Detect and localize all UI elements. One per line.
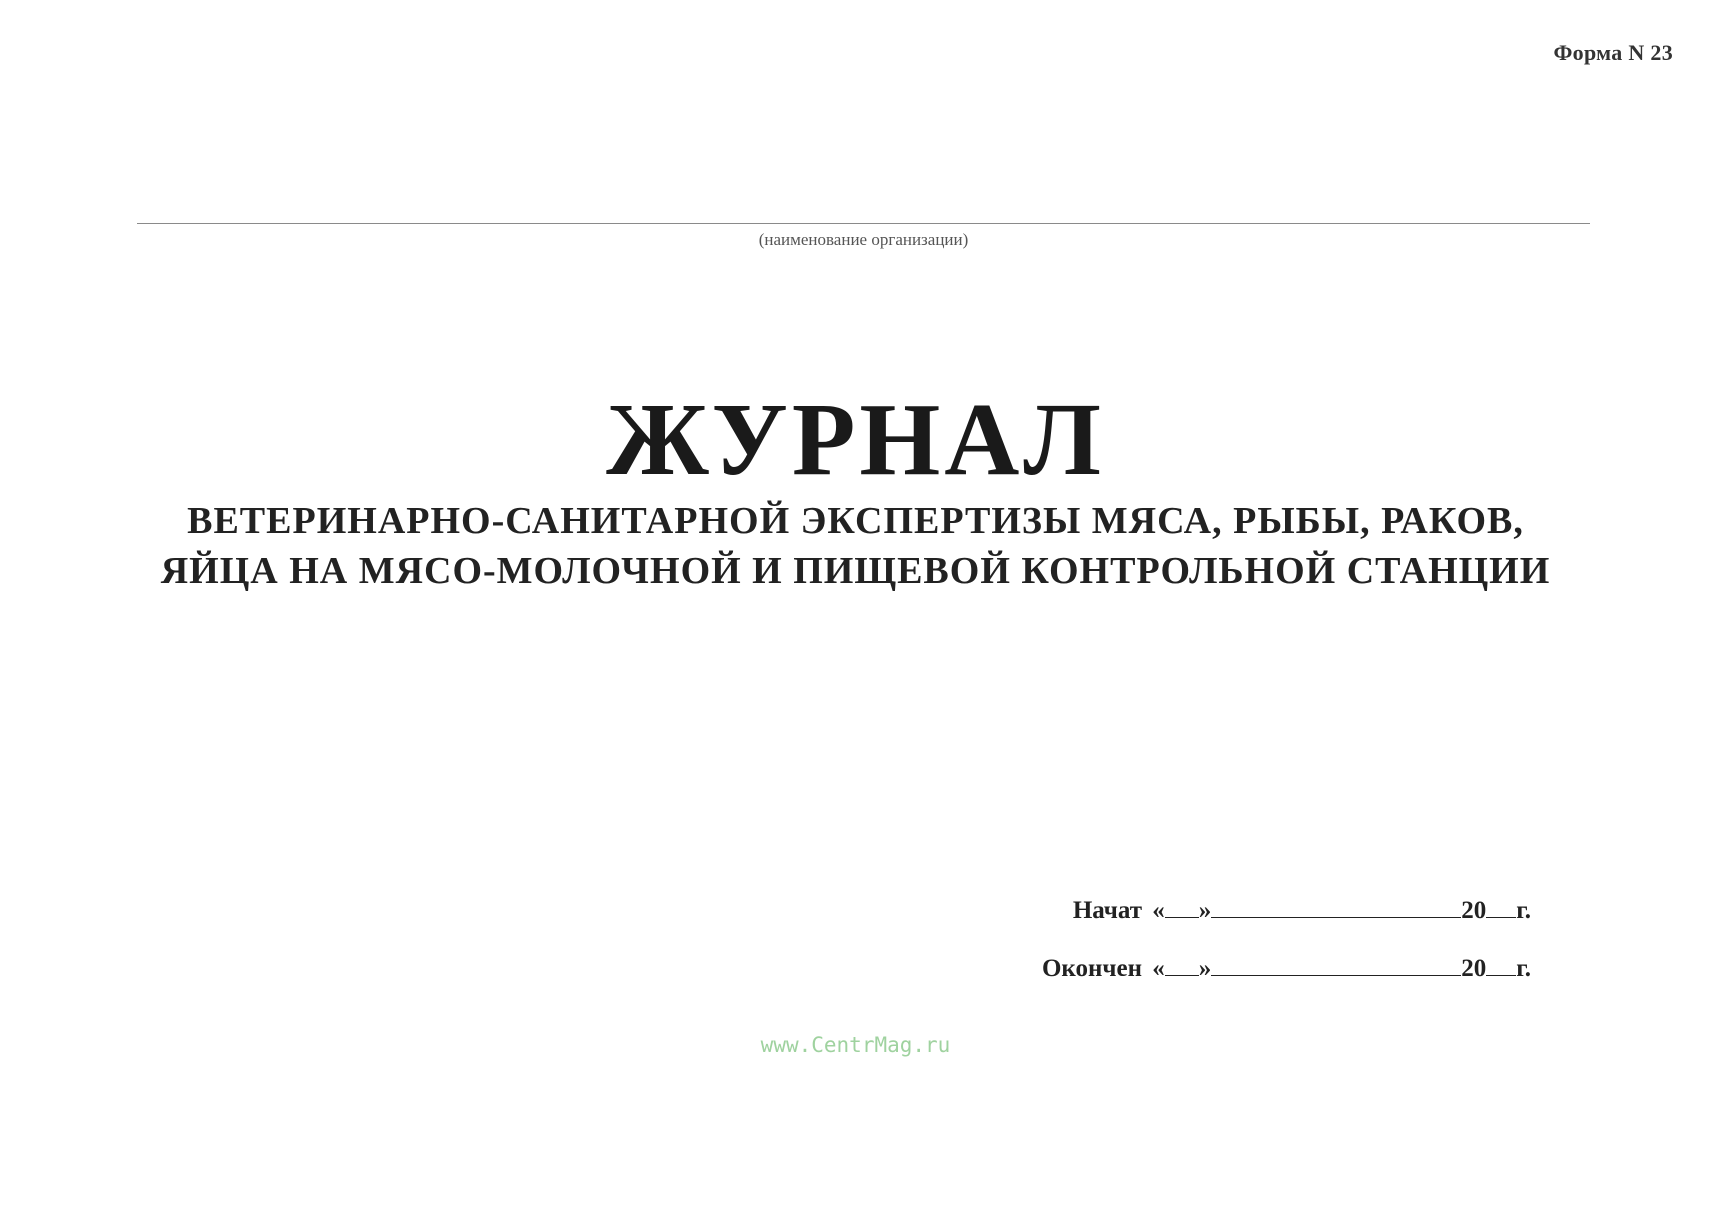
end-close-quote: » [1198,955,1212,982]
end-year-prefix: 20 [1461,955,1487,982]
start-year-blank [1486,895,1516,918]
watermark: www.CentrMag.ru [760,1033,951,1057]
start-year-suffix: г. [1516,897,1532,924]
journal-subtitle-line-2: ЯЙЦА НА МЯСО-МОЛОЧНОЙ И ПИЩЕВОЙ КОНТРОЛЬНОЙ СТАНЦИИ [160,550,1551,592]
journal-subtitle-line-1: ВЕТЕРИНАРНО-САНИТАРНОЙ ЭКСПЕРТИЗЫ МЯСА, РЫБЫ, РАКОВ, [187,500,1524,542]
journal-title: ЖУРНАЛ [606,382,1105,497]
end-date-row [1030,953,1530,983]
start-date-row [1030,895,1530,925]
start-day-blank [1165,895,1199,918]
organization-caption: (наименование организации) [758,230,969,249]
end-day-blank [1165,953,1199,976]
organization-name-line [137,223,1590,224]
end-month-blank [1211,953,1461,976]
end-open-quote: « [1152,955,1165,982]
form-number: Форма N 23 [1553,40,1673,65]
start-month-blank [1211,895,1461,918]
start-year-prefix: 20 [1461,897,1487,924]
end-year-suffix: г. [1516,955,1532,982]
end-year-blank [1486,953,1516,976]
start-date-label: Начат [1072,897,1142,924]
end-date-label: Окончен [1041,955,1142,982]
start-open-quote: « [1152,897,1165,924]
start-close-quote: » [1198,897,1212,924]
